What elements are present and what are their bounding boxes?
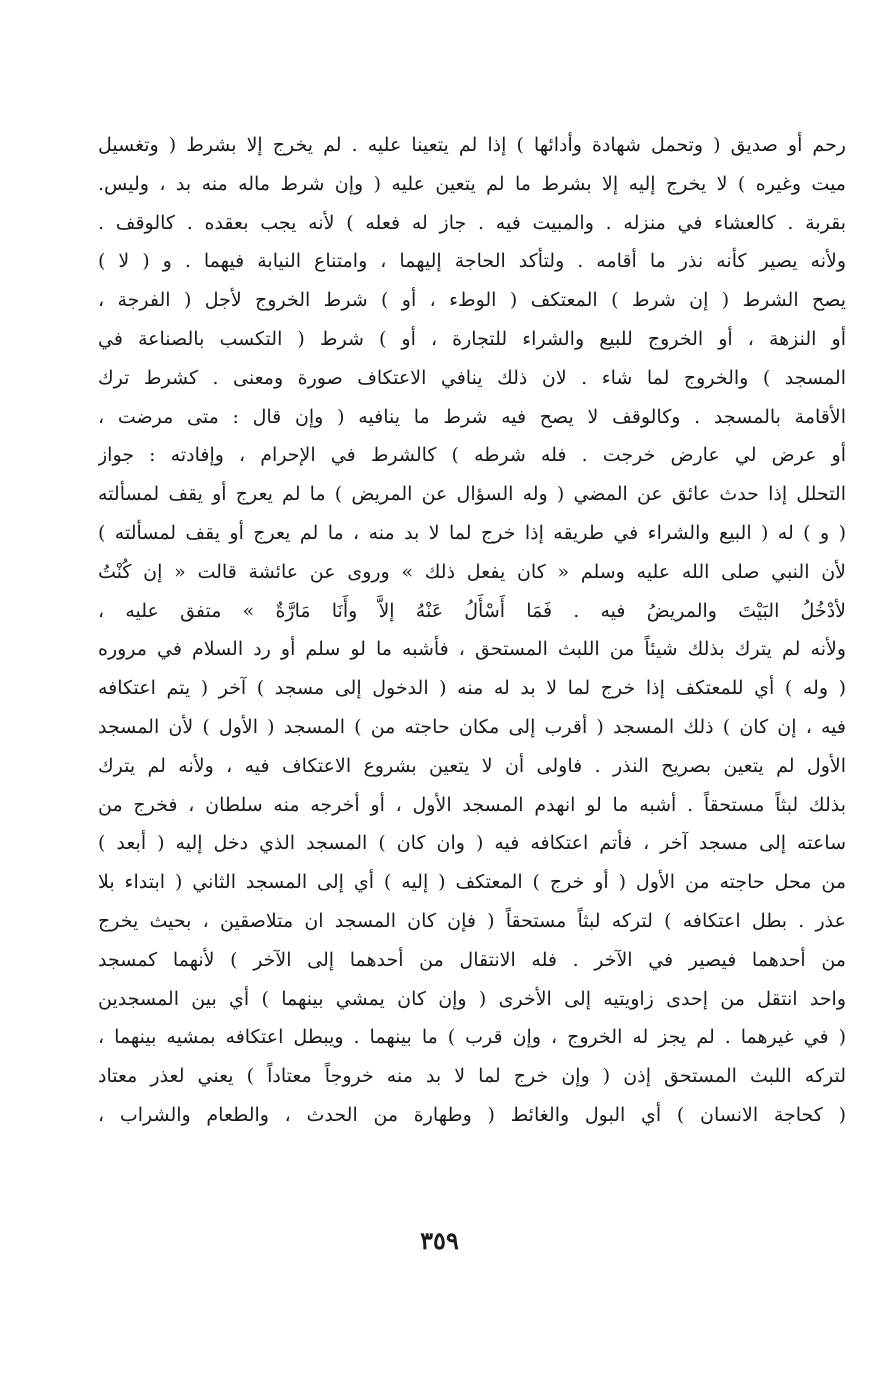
text-line: يصح الشرط ( إن شرط ) المعتكف ( الوطء ، أو ) شرط الخروج لأجل ( الفرجة ، (98, 289, 846, 312)
text-line: عذر . بطل اعتكافه ) لتركه لبثاً مستحقاً ( فإن كان المسجد ان متلاصقين ، بحيث يخرج (98, 909, 846, 932)
text-line: بقربة . كالعشاء في منزله . والمبيت فيه . جاز له فعله ) لأنه يجب بعقده . كالوقف . (98, 211, 846, 234)
text-line: ( و ) له ( البيع والشراء في طريقه إذا خرج لما لا بد منه ، ما لم يعرج أو يقف لمسألته ) (98, 521, 846, 544)
text-line: ولأنه يصير كأنه نذر ما أقامه . ولتأكد الحاجة إليهما ، وامتناع النيابة فيهما . و ( لا ) (98, 250, 846, 273)
text-line: ( في غيرهما . لم يجز له الخروج ، وإن قرب ) ما بينهما . ويبطل اعتكافه بمشيه بينهما ، (98, 1026, 846, 1049)
text-line: رحم أو صديق ( وتحمل شهادة وأدائها ) إذا لم يتعينا عليه . لم يخرج إلا بشرط ( وتغسيل (98, 134, 846, 156)
text-line: المسجد ) والخروج لما شاء . لان ذلك ينافي الاعتكاف صورة ومعنى . كشرط ترك (98, 366, 846, 389)
text-line: ( كحاجة الانسان ) أي البول والغائط ( وطهارة من الحدث ، والطعام والشراب ، (98, 1103, 846, 1126)
text-line: من محل حاجته من الأول ( أو خرج ) المعتكف ( إليه ) أي إلى المسجد الثاني ( ابتداء بلا (98, 871, 846, 894)
text-line: بذلك لبثاً مستحقاً . أشبه ما لو انهدم المسجد الأول ، أو أخرجه منه سلطان ، فخرج من (98, 793, 846, 816)
text-line: واحد انتقل من إحدى زاويتيه إلى الأخرى ( وإن كان يمشي بينهما ) أي بين المسجدين (98, 987, 846, 1010)
text-line: أو النزهة ، أو الخروج للبيع والشراء للتجارة ، أو ) شرط ( التكسب بالصناعة في (98, 327, 846, 350)
body-text (98, 126, 846, 1135)
text-line: الأول لم يتعين بصريح النذر . فاولى أن لا يتعين بشروع الاعتكاف فيه ، ولأنه لم يترك (98, 754, 846, 777)
text-line: الأقامة بالمسجد . وكالوقف لا يصح فيه شرط ما ينافيه ( وإن قال : متى مرضت ، (98, 405, 846, 428)
text-line: ولأنه لم يترك بذلك شيئاً من اللبث المستحق ، فأشبه ما لو سلم أو رد السلام في مروره (98, 638, 846, 661)
page-number: ٣٥٩ (420, 1226, 459, 1255)
text-line: لتركه اللبث المستحق إذن ( وإن خرج لما لا بد منه خروجاً معتاداً ) يعني لعذر معتاد (98, 1065, 846, 1088)
text-line: أو عرض لي عارض خرجت . فله شرطه ) كالشرط في الإحرام ، وإفادته : جواز (98, 444, 846, 467)
text-line: ميت وغيره ) لا يخرج إليه إلا بشرط ما لم يتعين عليه ( وإن شرط ماله منه بد ، وليس. (98, 172, 846, 195)
text-line: ساعته إلى مسجد آخر ، فأتم اعتكافه فيه ( وان كان ) المسجد الذي دخل إليه ( أبعد ) (98, 832, 846, 855)
text-line: فيه ، إن كان ) ذلك المسجد ( أقرب إلى مكان حاجته من ) المسجد ( الأول ) لأن المسجد (98, 715, 846, 738)
text-line: لأن النبي صلى الله عليه وسلم « كان يفعل ذلك » وروى عن عائشة قالت « إن كُنْتُ (98, 560, 846, 583)
text-line: لأدْخُلُ البَيْتَ والمريضُ فيه . فَمَا أَسْأَلُ عَنْهُ إلاَّ وأَنَا مَارَّةٌ » متفق عليه ، (98, 599, 846, 622)
text-line: ( وله ) أي للمعتكف إذا خرج لما لا بد له منه ( الدخول إلى مسجد ) آخر ( يتم اعتكافه (98, 677, 846, 700)
text-line: من أحدهما فيصير في الآخر . فله الانتقال من أحدهما إلى الآخر ) لأنهما كمسجد (98, 948, 846, 971)
text-line: التحلل إذا حدث عائق عن المضي ( وله السؤال عن المريض ) ما لم يعرج أو يقف لمسألته (98, 483, 846, 506)
